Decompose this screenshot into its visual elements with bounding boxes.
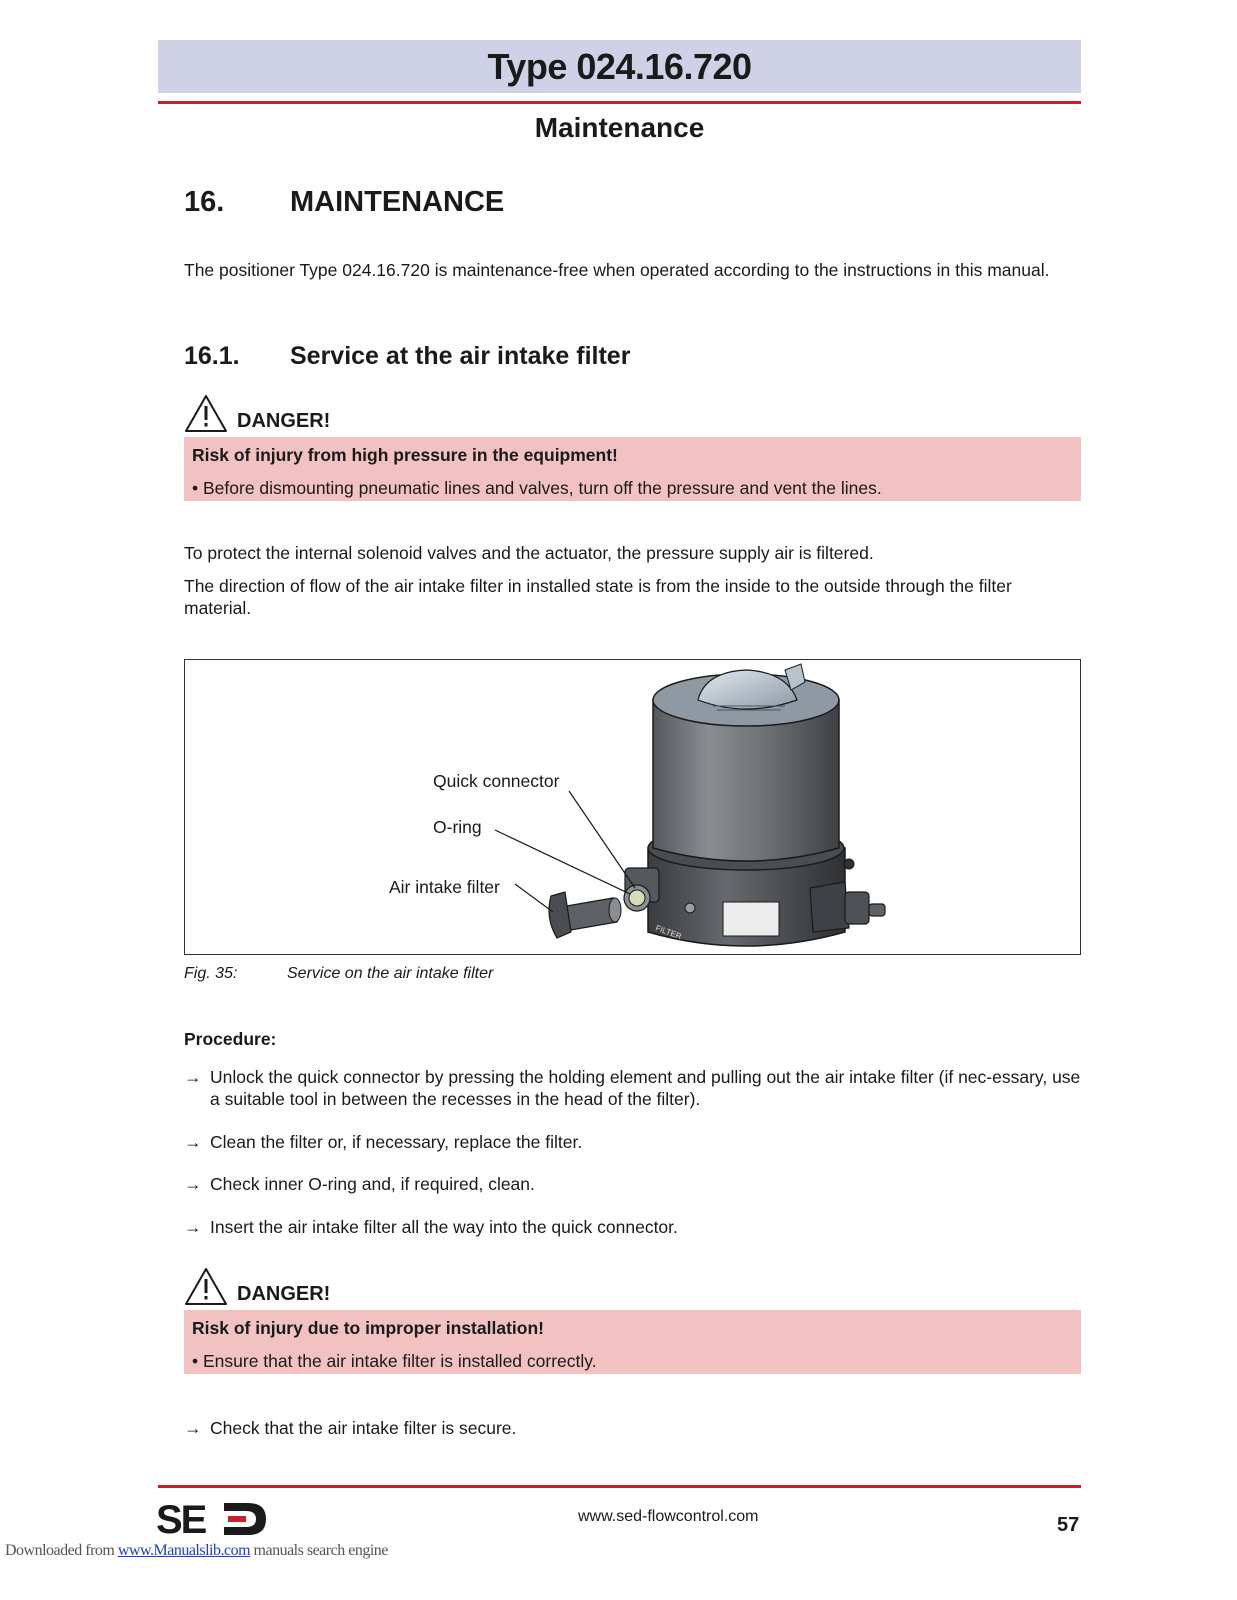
label-quick-connector: Quick connector <box>433 771 560 791</box>
danger-heading <box>184 394 484 434</box>
positioner-illustration <box>185 660 1080 954</box>
chapter-subtitle: Maintenance <box>534 112 705 143</box>
arrow-icon: → <box>184 1174 202 1194</box>
procedure-step <box>184 1173 1081 1195</box>
procedure-step-text: Check that the air intake filter is secure. <box>210 1418 517 1438</box>
procedure-step <box>184 1131 1081 1153</box>
danger-instruction: • Ensure that the air intake filter is installed correctly. <box>192 1351 597 1371</box>
download-prefix: Downloaded from <box>5 1542 118 1559</box>
footer-rule <box>158 1485 1081 1488</box>
figure-caption-text: Service on the air intake filter <box>287 965 494 982</box>
danger-heading <box>184 1267 484 1307</box>
section-heading <box>184 186 504 219</box>
procedure-step <box>184 1216 1081 1238</box>
footer-url: www.sed-flowcontrol.com <box>578 1508 759 1525</box>
subsection-title: Service at the air intake filter <box>290 342 631 370</box>
procedure-step-text: Unlock the quick connector by pressing the holding element and pulling out the air intake filter (if nec-essary, use a suitable tool in between the recesses in the head of the filter). <box>210 1067 1081 1109</box>
danger-box <box>184 437 1081 501</box>
sed-logo <box>156 1499 270 1539</box>
arrow-icon: → <box>184 1217 202 1237</box>
procedure-step-text: Clean the filter or, if necessary, replace the filter. <box>210 1132 583 1152</box>
procedure-step-text: Check inner O-ring and, if required, clean. <box>210 1174 535 1194</box>
label-o-ring: O-ring <box>433 817 482 837</box>
document-title: Type 024.16.720 <box>487 46 752 87</box>
title-bar <box>158 40 1081 93</box>
manualslib-link[interactable]: www.Manualslib.com <box>117 1542 251 1559</box>
figure-frame <box>184 659 1081 955</box>
danger-risk-text: Risk of injury due to improper installation! <box>192 1318 544 1338</box>
warning-triangle-icon <box>184 1267 228 1307</box>
procedure-label: Procedure: <box>184 1029 277 1049</box>
logo-letters-se: SE <box>156 1499 206 1539</box>
danger-label: DANGER! <box>237 1283 331 1305</box>
download-note <box>5 1542 388 1560</box>
download-suffix: manuals search engine <box>250 1542 388 1559</box>
arrow-icon: → <box>184 1418 202 1438</box>
page-number: 57 <box>1057 1514 1080 1536</box>
procedure-step <box>184 1066 1081 1110</box>
danger-box <box>184 1310 1081 1374</box>
body-paragraph: The direction of flow of the air intake filter in installed state is from the inside to the outside through the filter material. <box>184 576 1012 618</box>
danger-label: DANGER! <box>237 410 331 432</box>
arrow-icon: → <box>184 1132 202 1152</box>
warning-triangle-icon <box>184 394 228 434</box>
procedure-step-text: Insert the air intake filter all the way into the quick connector. <box>210 1217 678 1237</box>
section-number: 16. <box>184 186 225 218</box>
housing-marking: FILTER <box>654 923 683 942</box>
procedure-step <box>184 1417 1081 1439</box>
section-title: MAINTENANCE <box>290 186 505 218</box>
arrow-icon: → <box>184 1067 202 1087</box>
danger-instruction: • Before dismounting pneumatic lines and valves, turn off the pressure and vent the lines. <box>192 478 882 498</box>
subsection-number: 16.1. <box>184 342 240 370</box>
header-rule <box>158 101 1081 104</box>
section-intro: The positioner Type 024.16.720 is maintenance-free when operated according to the instructions in this manual. <box>184 260 1050 280</box>
label-air-intake-filter: Air intake filter <box>389 877 500 897</box>
figure-caption-number: Fig. 35: <box>184 965 238 982</box>
body-paragraph: To protect the internal solenoid valves and the actuator, the pressure supply air is filtered. <box>184 543 874 563</box>
subsection-heading <box>184 342 630 371</box>
danger-risk-text: Risk of injury from high pressure in the equipment! <box>192 445 618 465</box>
